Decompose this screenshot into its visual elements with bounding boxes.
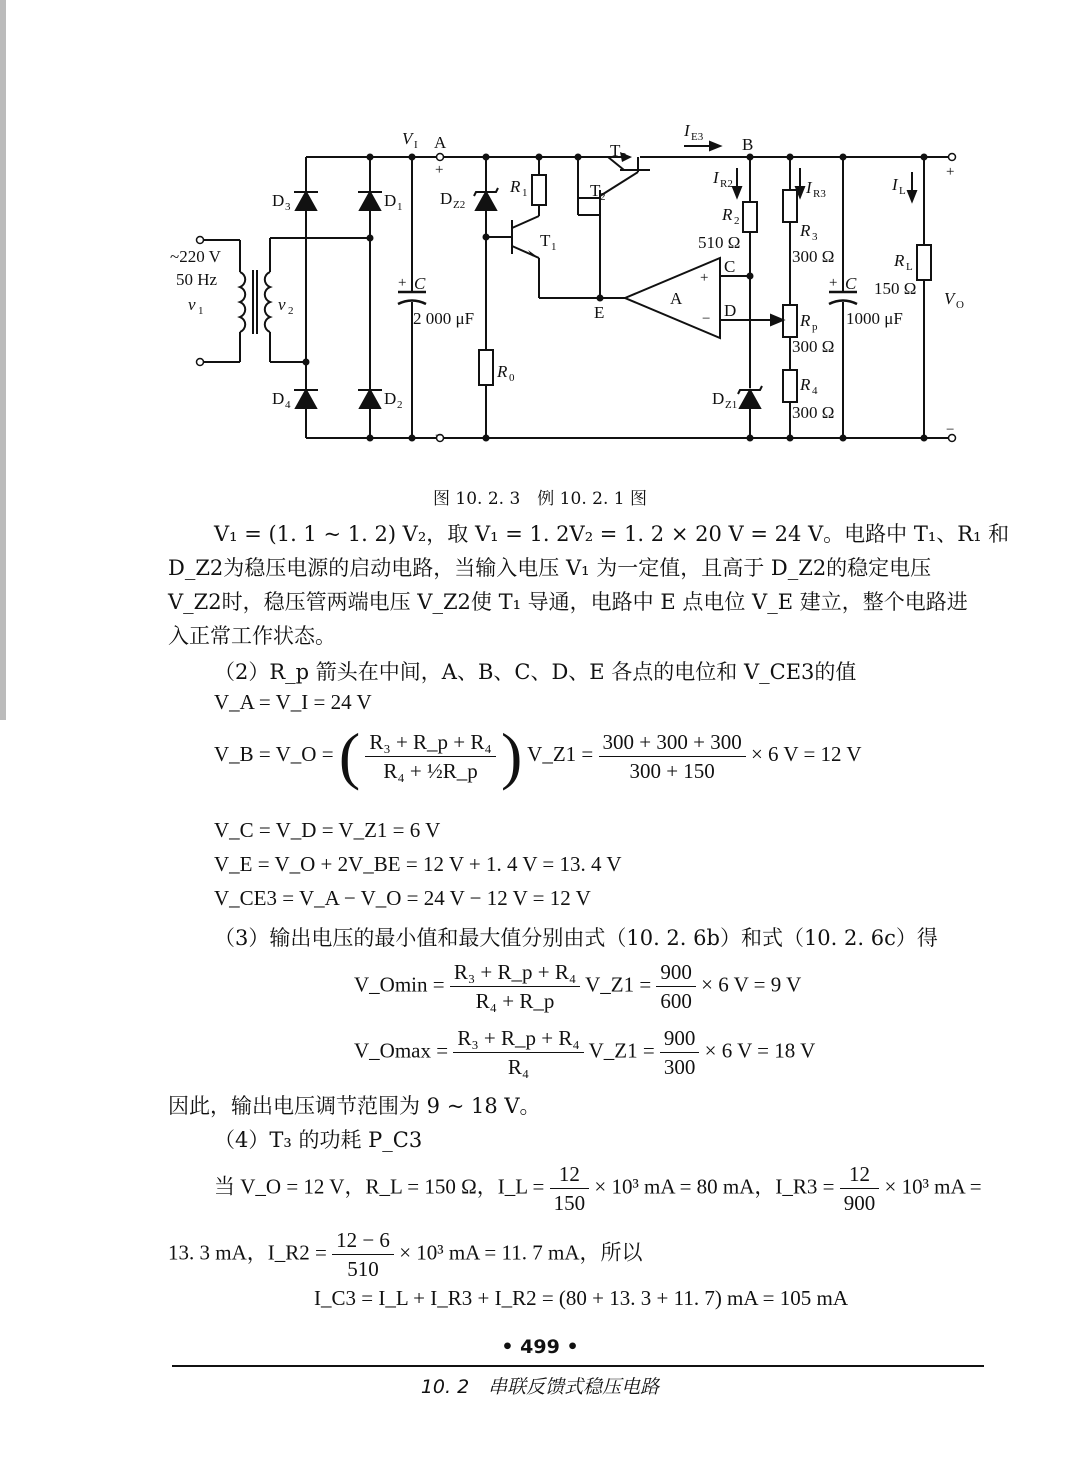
- svg-text:3: 3: [621, 151, 627, 163]
- label-r4-value: 300 Ω: [792, 403, 835, 422]
- label-v1-sub: 1: [198, 305, 204, 317]
- current-arrows: [684, 142, 916, 201]
- circuit-diagram: [0, 0, 1080, 460]
- label-rl: R: [894, 251, 905, 270]
- paren-open: (: [338, 720, 361, 791]
- para1-line3: V_Z2时，稳压管两端电压 V_Z2使 T₁ 导通，电路中 E 点电位 V_E 建立，整个电路进: [168, 590, 968, 614]
- svg-text:Z1: Z1: [725, 399, 738, 411]
- label-plus-c1: +: [398, 275, 407, 291]
- svg-text:+: +: [435, 162, 444, 178]
- label-ie3: I: [684, 121, 690, 140]
- transformer-symbol: [240, 270, 270, 334]
- svg-text:2: 2: [397, 399, 403, 411]
- label-ir2: I: [713, 168, 719, 187]
- page-number: • 499 •: [501, 1336, 579, 1358]
- label-a: A: [434, 133, 447, 152]
- label-dz2: D: [440, 189, 453, 208]
- circuit-labels: [170, 121, 964, 444]
- label-e: E: [594, 303, 605, 322]
- label-source: ~220 V: [170, 247, 221, 266]
- svg-text:4: 4: [812, 385, 818, 397]
- svg-text:−: −: [435, 428, 444, 444]
- eq-vb-mid: V_Z1 =: [527, 741, 594, 766]
- label-freq: 50 Hz: [176, 270, 218, 289]
- label-r2-value: 510 Ω: [698, 233, 741, 252]
- label-c2: C: [845, 274, 857, 293]
- label-v2: v: [278, 295, 286, 314]
- label-vo: V: [944, 289, 955, 308]
- svg-text:1: 1: [397, 201, 403, 213]
- svg-text:p: p: [812, 321, 818, 333]
- label-il: I: [892, 175, 898, 194]
- svg-text:I: I: [414, 139, 418, 151]
- eq-va: V_A = V_I = 24 V: [214, 690, 372, 714]
- svg-text:L: L: [899, 185, 906, 197]
- svg-text:2: 2: [734, 215, 740, 227]
- para1-line4: 入正常工作状态。: [168, 624, 336, 648]
- svg-text:O: O: [956, 299, 964, 311]
- eq-vb-frac2: $\frac{300 + 300 + 300}{300 + 150}$: [599, 728, 746, 785]
- eq-vomax: V_Omax = $\frac{\text{R₃ + R\_p + R₄}}{\text{R₄}}$ V_Z1 = $\frac{900}{300}$ × 6 V = 18 V: [354, 1026, 816, 1079]
- label-d4: D: [272, 389, 285, 408]
- section-4-heading: （4）T₃ 的功耗 P_C3: [214, 1128, 423, 1152]
- svg-text:3: 3: [285, 201, 291, 213]
- label-t2: T: [590, 181, 601, 200]
- label-r1: R: [510, 177, 521, 196]
- label-d2: D: [384, 389, 397, 408]
- label-rl-value: 150 Ω: [874, 279, 917, 298]
- svg-text:2: 2: [600, 191, 606, 203]
- figure-caption: 图 10. 2. 3 例 10. 2. 1 图: [433, 489, 647, 509]
- label-t3: T: [610, 141, 621, 160]
- svg-text:R3: R3: [813, 188, 826, 200]
- eq-vomin: V_Omin = $\frac{\text{R₃ + R\_p + R₄}}{\text{R₄ + R\_p}}$ V_Z1 = $\frac{900}{600}$ × 6 V = 9 V: [354, 960, 802, 1013]
- eq-ic3: I_C3 = I_L + I_R3 + I_R2 = (80 + 13. 3 + 11. 7) mA = 105 mA: [314, 1286, 848, 1310]
- eq-currents-line2: 13. 3 mA，I_R2 = $\frac{12 - 6}{510}$ × 10³ mA = 11. 7 mA，所以: [168, 1228, 643, 1281]
- svg-text:−: −: [946, 422, 955, 438]
- label-rp: R: [800, 311, 811, 330]
- label-c1-value: 2 000 μF: [413, 309, 475, 328]
- label-r3: R: [800, 221, 811, 240]
- label-d-node: D: [724, 301, 737, 320]
- label-v1: v: [188, 295, 196, 314]
- label-t1: T: [540, 231, 551, 250]
- label-b: B: [742, 135, 754, 154]
- eq-vb-right: × 6 V = 12 V: [750, 741, 862, 766]
- label-c2-value: 1000 μF: [846, 309, 903, 328]
- wires: [200, 157, 950, 438]
- label-r4: R: [800, 375, 811, 394]
- transistor-symbols: [512, 157, 650, 258]
- range-sentence: 因此，输出电压调节范围为 9 ~ 18 V。: [168, 1094, 541, 1118]
- label-r3-value: 300 Ω: [792, 247, 835, 266]
- label-v2-sub: 2: [288, 305, 294, 317]
- label-ir3: I: [806, 178, 812, 197]
- para1-line2: D_Z2为稳压电源的启动电路，当输入电压 V₁ 为一定值，且高于 D_Z2的稳定电压: [168, 556, 932, 580]
- para1-line1: V₁ = (1. 1 ~ 1. 2) V₂，取 V₁ = 1. 2V₂ = 1. 2 × 20 V = 24 V。电路中 T₁、R₁ 和: [214, 522, 1010, 546]
- label-vi: V: [402, 129, 413, 148]
- eq-ve: V_E = V_O + 2V_BE = 12 V + 1. 4 V = 13. 4 V: [214, 852, 622, 876]
- eq-vc: V_C = V_D = V_Z1 = 6 V: [214, 818, 441, 842]
- eq-vce3: V_CE3 = V_A − V_O = 24 V − 12 V = 12 V: [214, 886, 591, 910]
- eq-vb: [214, 720, 862, 791]
- label-c-node: C: [724, 257, 736, 276]
- svg-text:0: 0: [509, 372, 515, 384]
- label-d1: D: [384, 191, 397, 210]
- svg-text:Z2: Z2: [453, 199, 466, 211]
- label-rp-value: 300 Ω: [792, 337, 835, 356]
- rp-wiper-arrow: [771, 315, 783, 325]
- label-r2: R: [722, 205, 733, 224]
- label-d3: D: [272, 191, 285, 210]
- label-opamp: A: [670, 289, 683, 308]
- eq-vb-frac1: $\frac{\text{R₃ + R\_p + R₄}}{\text{R₄ + ½R\_p}}$: [365, 728, 495, 785]
- section-3-heading: （3）输出电压的最小值和最大值分别由式（10. 2. 6b）和式（10. 2. 6c）得: [214, 926, 938, 950]
- footer-rule: [172, 1365, 984, 1367]
- svg-text:4: 4: [285, 399, 291, 411]
- label-r0: R: [497, 362, 508, 381]
- label-opamp-minus: −: [702, 311, 711, 327]
- svg-text:E3: E3: [691, 131, 704, 143]
- svg-text:1: 1: [551, 241, 557, 253]
- section-2-heading: （2）R_p 箭头在中间，A、B、C、D、E 各点的电位和 V_CE3的值: [214, 660, 857, 684]
- eq-currents-line1: 当 V_O = 12 V，R_L = 150 Ω，I_L = $\frac{12}{150}$ × 10³ mA = 80 mA，I_R3 = $\frac{12}{900}$ × 10³ mA =: [214, 1162, 982, 1215]
- svg-text:1: 1: [522, 187, 528, 199]
- label-opamp-plus: +: [700, 270, 709, 286]
- paren-close: ): [500, 720, 523, 791]
- label-c1: C: [414, 274, 426, 293]
- svg-text:R2: R2: [720, 178, 733, 190]
- label-dz1: D: [712, 389, 725, 408]
- svg-text:3: 3: [812, 231, 818, 243]
- svg-text:+: +: [946, 164, 955, 180]
- svg-text:+: +: [829, 275, 838, 291]
- svg-text:L: L: [906, 261, 913, 273]
- eq-vb-left: V_B = V_O =: [214, 741, 334, 766]
- running-footer: 10. 2 串联反馈式稳压电路: [420, 1376, 660, 1398]
